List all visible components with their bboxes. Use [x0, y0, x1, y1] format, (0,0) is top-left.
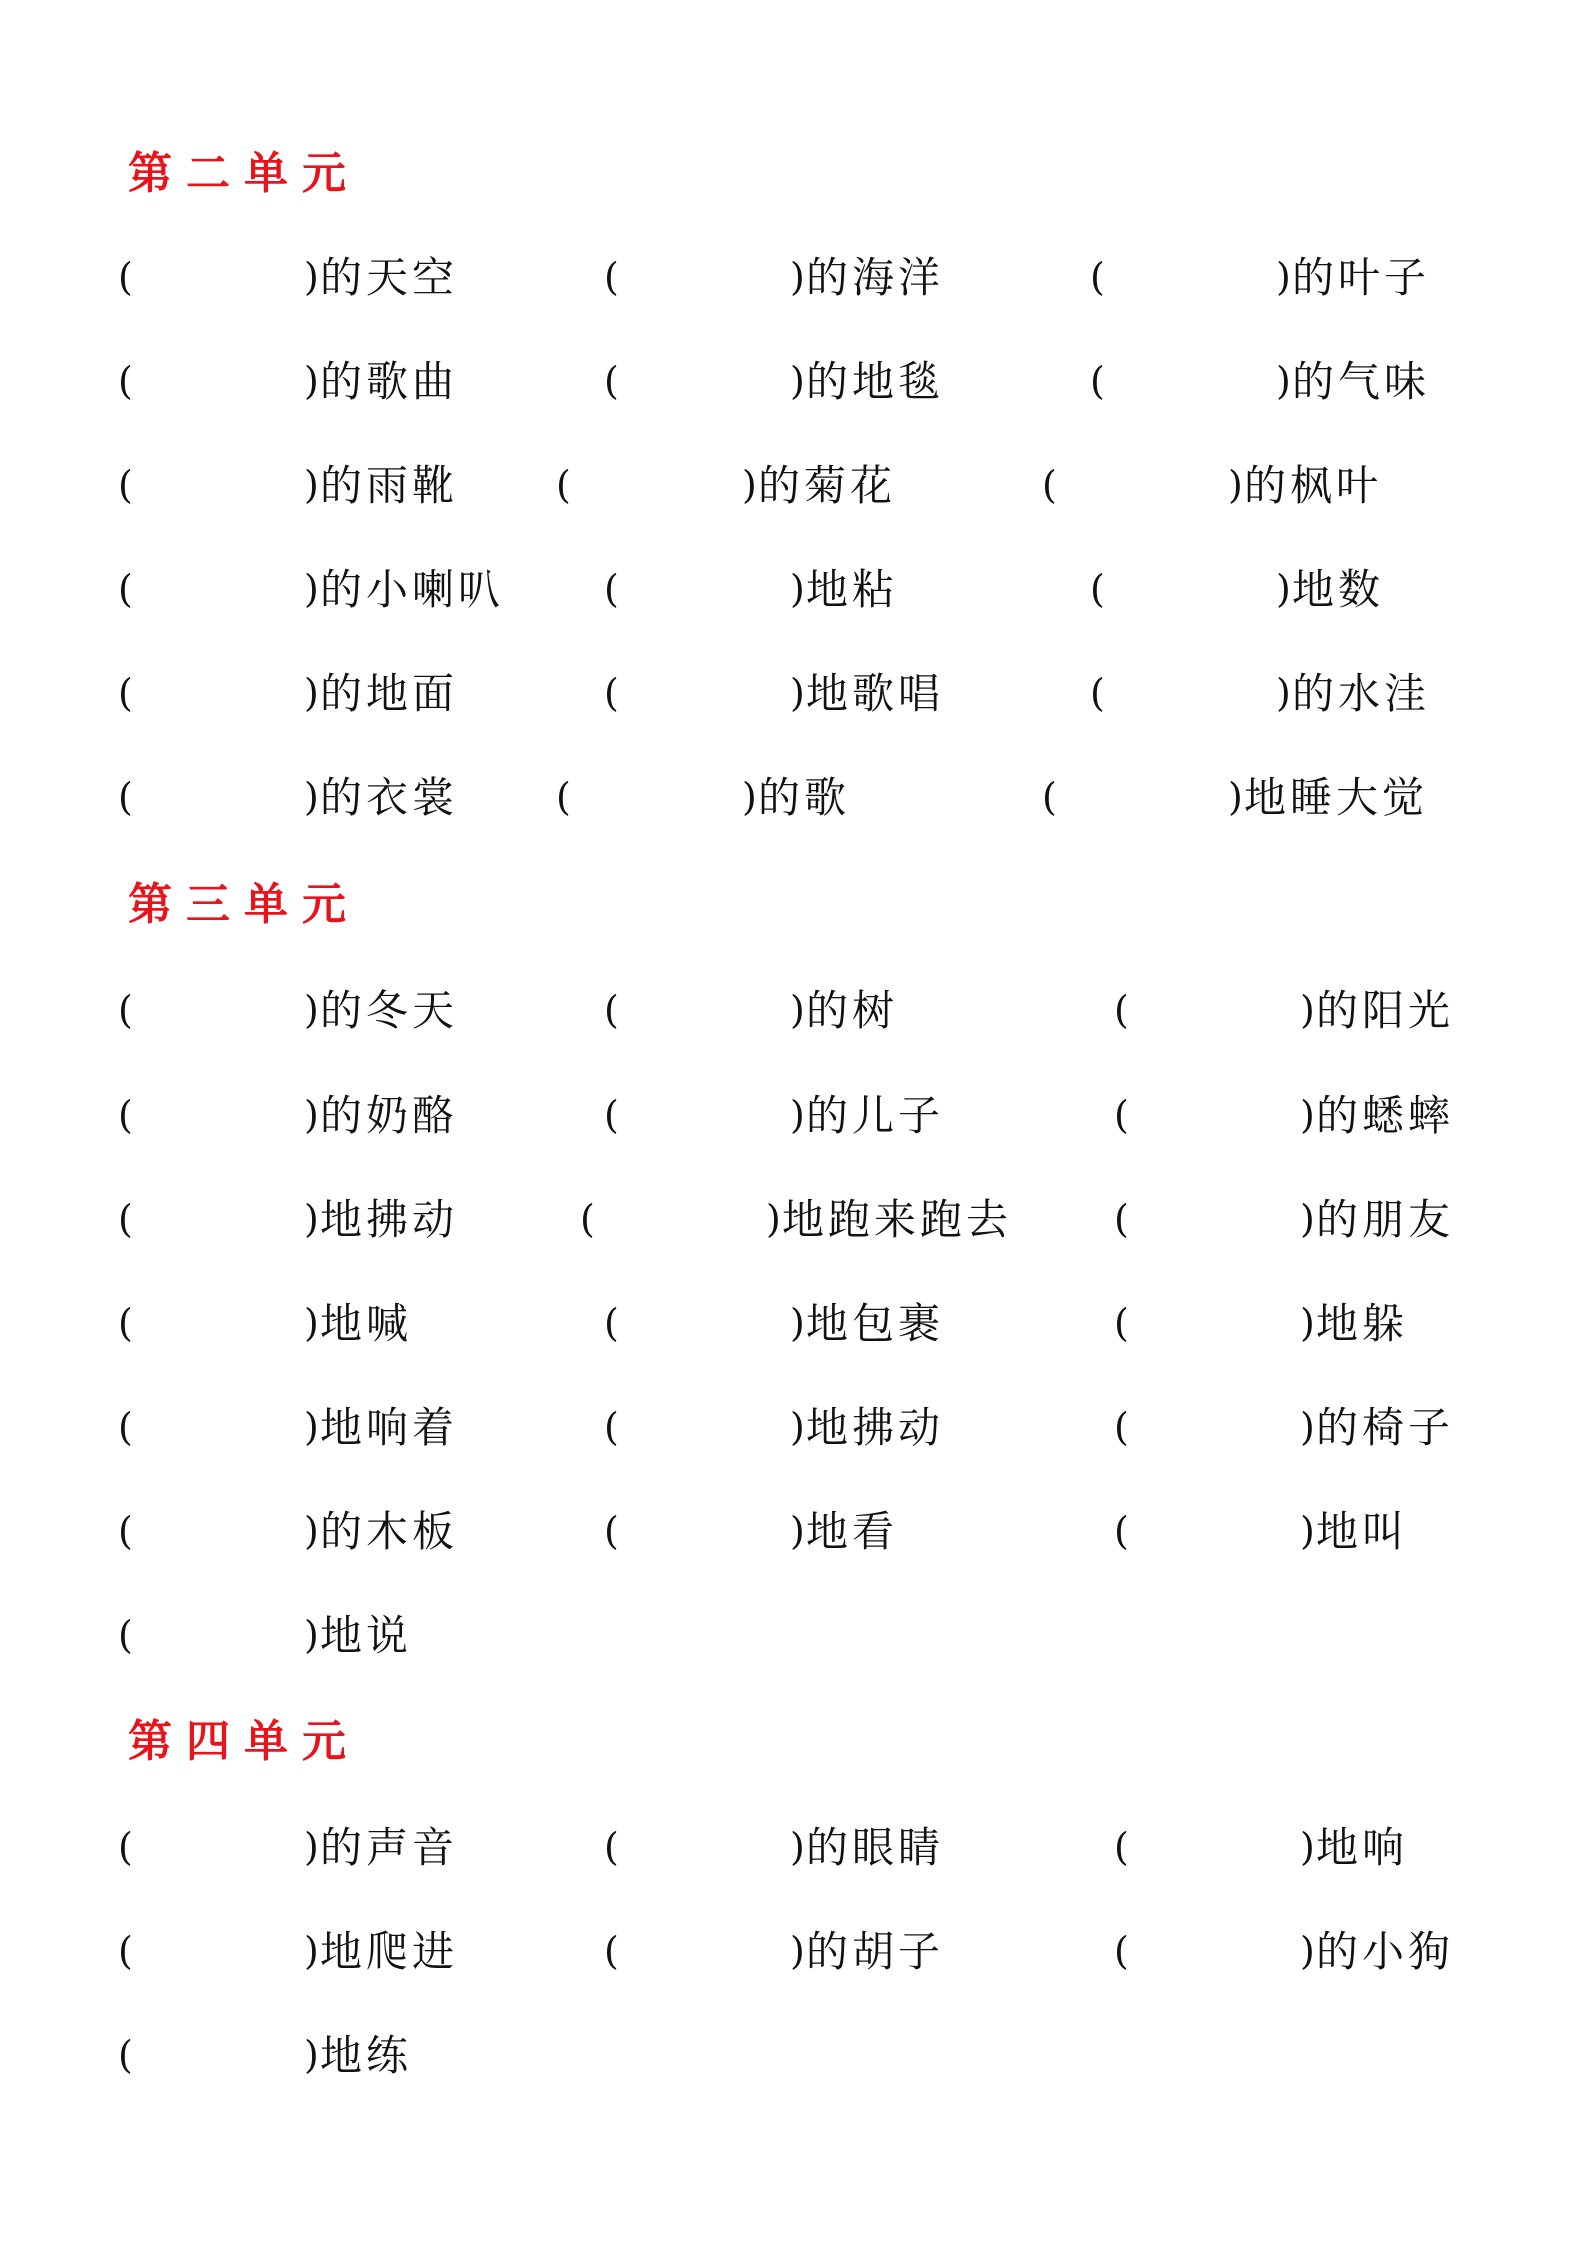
fill-blank-word: 的冬天	[320, 986, 459, 1035]
exercise-row	[0, 1294, 1586, 1354]
fill-blank-word: 地看	[806, 1507, 899, 1556]
open-paren: (	[118, 1509, 133, 1553]
fill-blank-word: 的雨靴	[320, 461, 459, 510]
exercise-row	[0, 768, 1586, 828]
close-paren: )	[304, 255, 319, 299]
close-paren: )	[790, 1929, 805, 1973]
exercise-row	[0, 664, 1586, 724]
fill-blank-word: 地粘	[806, 565, 899, 614]
fill-blank-word: 的胡子	[806, 1927, 945, 1976]
open-paren: (	[118, 567, 133, 611]
close-paren: )	[304, 1825, 319, 1869]
close-paren: )	[1300, 1405, 1315, 1449]
exercise-row	[0, 1086, 1586, 1146]
exercise-row	[0, 1818, 1586, 1878]
open-paren: (	[1090, 255, 1105, 299]
close-paren: )	[790, 1509, 805, 1553]
close-paren: )	[790, 671, 805, 715]
open-paren: (	[604, 567, 619, 611]
fill-blank-word: 的儿子	[806, 1091, 945, 1140]
close-paren: )	[1228, 775, 1243, 819]
open-paren: (	[1042, 775, 1057, 819]
close-paren: )	[304, 567, 319, 611]
open-paren: (	[604, 1301, 619, 1345]
exercise-row	[0, 352, 1586, 412]
open-paren: (	[118, 1929, 133, 1973]
open-paren: (	[118, 255, 133, 299]
open-paren: (	[1114, 988, 1129, 1032]
open-paren: (	[604, 1509, 619, 1553]
close-paren: )	[1300, 1093, 1315, 1137]
open-paren: (	[1114, 1301, 1129, 1345]
exercise-row	[0, 1606, 1586, 1666]
fill-blank-word: 地拂动	[320, 1195, 459, 1244]
close-paren: )	[304, 671, 319, 715]
open-paren: (	[1090, 567, 1105, 611]
fill-blank-word: 的小喇叭	[320, 565, 505, 614]
section-title-unit-3: 第三单元	[128, 879, 360, 930]
close-paren: )	[790, 1405, 805, 1449]
open-paren: (	[604, 1093, 619, 1137]
fill-blank-word: 的歌	[758, 773, 851, 822]
open-paren: (	[118, 2033, 133, 2077]
open-paren: (	[118, 671, 133, 715]
close-paren: )	[304, 1197, 319, 1241]
fill-blank-word: 的枫叶	[1244, 461, 1383, 510]
section-title-unit-2: 第二单元	[128, 148, 360, 199]
close-paren: )	[1276, 359, 1291, 403]
exercise-row	[0, 248, 1586, 308]
open-paren: (	[118, 463, 133, 507]
open-paren: (	[1090, 671, 1105, 715]
open-paren: (	[580, 1197, 595, 1241]
close-paren: )	[790, 1301, 805, 1345]
exercise-row	[0, 981, 1586, 1041]
close-paren: )	[742, 775, 757, 819]
close-paren: )	[1300, 1197, 1315, 1241]
close-paren: )	[790, 359, 805, 403]
fill-blank-word: 地响着	[320, 1403, 459, 1452]
open-paren: (	[118, 1093, 133, 1137]
open-paren: (	[1042, 463, 1057, 507]
close-paren: )	[790, 255, 805, 299]
fill-blank-word: 的朋友	[1316, 1195, 1455, 1244]
close-paren: )	[1276, 567, 1291, 611]
open-paren: (	[118, 1405, 133, 1449]
fill-blank-word: 的叶子	[1292, 253, 1431, 302]
close-paren: )	[304, 1301, 319, 1345]
open-paren: (	[604, 671, 619, 715]
fill-blank-word: 地跑来跑去	[782, 1195, 1013, 1244]
fill-blank-word: 的菊花	[758, 461, 897, 510]
open-paren: (	[118, 988, 133, 1032]
close-paren: )	[304, 1405, 319, 1449]
fill-blank-word: 的海洋	[806, 253, 945, 302]
close-paren: )	[790, 988, 805, 1032]
exercise-row	[0, 1922, 1586, 1982]
open-paren: (	[604, 1825, 619, 1869]
exercise-row	[0, 2026, 1586, 2086]
fill-blank-word: 的水洼	[1292, 669, 1431, 718]
fill-blank-word: 的地面	[320, 669, 459, 718]
exercise-row	[0, 560, 1586, 620]
fill-blank-word: 的眼睛	[806, 1823, 945, 1872]
close-paren: )	[790, 1093, 805, 1137]
close-paren: )	[1300, 1825, 1315, 1869]
close-paren: )	[304, 1929, 319, 1973]
close-paren: )	[1300, 1929, 1315, 1973]
open-paren: (	[118, 359, 133, 403]
close-paren: )	[304, 359, 319, 403]
close-paren: )	[1228, 463, 1243, 507]
fill-blank-word: 的木板	[320, 1507, 459, 1556]
fill-blank-word: 地歌唱	[806, 669, 945, 718]
close-paren: )	[1300, 988, 1315, 1032]
open-paren: (	[1114, 1929, 1129, 1973]
close-paren: )	[1300, 1301, 1315, 1345]
fill-blank-word: 的树	[806, 986, 899, 1035]
close-paren: )	[304, 1509, 319, 1553]
open-paren: (	[118, 1825, 133, 1869]
close-paren: )	[304, 1613, 319, 1657]
close-paren: )	[304, 1093, 319, 1137]
fill-blank-word: 的奶酪	[320, 1091, 459, 1140]
fill-blank-word: 的声音	[320, 1823, 459, 1872]
close-paren: )	[1300, 1509, 1315, 1553]
open-paren: (	[1114, 1509, 1129, 1553]
open-paren: (	[118, 775, 133, 819]
open-paren: (	[1114, 1825, 1129, 1869]
open-paren: (	[1114, 1093, 1129, 1137]
section-title-unit-4: 第四单元	[128, 1716, 360, 1767]
close-paren: )	[304, 988, 319, 1032]
open-paren: (	[1114, 1405, 1129, 1449]
close-paren: )	[304, 775, 319, 819]
open-paren: (	[118, 1613, 133, 1657]
fill-blank-word: 地拂动	[806, 1403, 945, 1452]
fill-blank-word: 的天空	[320, 253, 459, 302]
close-paren: )	[1276, 255, 1291, 299]
open-paren: (	[604, 359, 619, 403]
fill-blank-word: 的椅子	[1316, 1403, 1455, 1452]
open-paren: (	[604, 255, 619, 299]
open-paren: (	[1090, 359, 1105, 403]
open-paren: (	[604, 1929, 619, 1973]
fill-blank-word: 地数	[1292, 565, 1385, 614]
open-paren: (	[118, 1301, 133, 1345]
fill-blank-word: 的小狗	[1316, 1927, 1455, 1976]
fill-blank-word: 的阳光	[1316, 986, 1455, 1035]
close-paren: )	[790, 1825, 805, 1869]
open-paren: (	[556, 775, 571, 819]
fill-blank-word: 地躲	[1316, 1299, 1409, 1348]
open-paren: (	[1114, 1197, 1129, 1241]
close-paren: )	[766, 1197, 781, 1241]
fill-blank-word: 地练	[320, 2031, 413, 2080]
close-paren: )	[1276, 671, 1291, 715]
fill-blank-word: 的歌曲	[320, 357, 459, 406]
close-paren: )	[742, 463, 757, 507]
fill-blank-word: 地包裹	[806, 1299, 945, 1348]
open-paren: (	[118, 1197, 133, 1241]
fill-blank-word: 地响	[1316, 1823, 1409, 1872]
exercise-row	[0, 1398, 1586, 1458]
fill-blank-word: 地叫	[1316, 1507, 1409, 1556]
fill-blank-word: 地说	[320, 1611, 413, 1660]
open-paren: (	[604, 1405, 619, 1449]
exercise-row	[0, 456, 1586, 516]
fill-blank-word: 的衣裳	[320, 773, 459, 822]
close-paren: )	[790, 567, 805, 611]
exercise-row	[0, 1190, 1586, 1250]
fill-blank-word: 的气味	[1292, 357, 1431, 406]
close-paren: )	[304, 2033, 319, 2077]
fill-blank-word: 的蟋蟀	[1316, 1091, 1455, 1140]
fill-blank-word: 地喊	[320, 1299, 413, 1348]
exercise-row	[0, 1502, 1586, 1562]
fill-blank-word: 地爬进	[320, 1927, 459, 1976]
close-paren: )	[304, 463, 319, 507]
open-paren: (	[604, 988, 619, 1032]
open-paren: (	[556, 463, 571, 507]
fill-blank-word: 的地毯	[806, 357, 945, 406]
fill-blank-word: 地睡大觉	[1244, 773, 1429, 822]
